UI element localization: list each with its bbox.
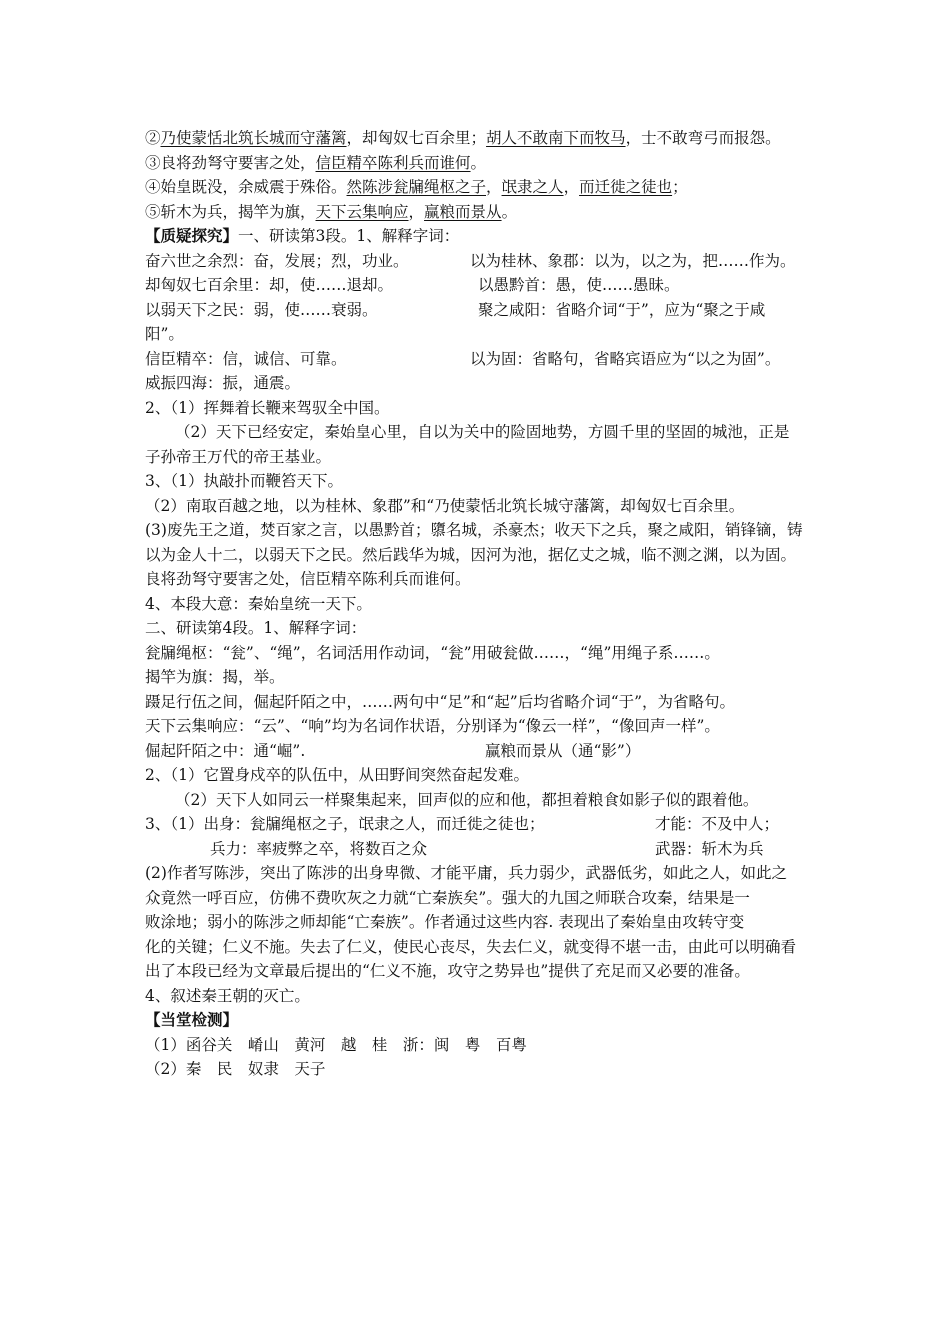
text-span: 2、（1）挥舞着长鞭来驾驭全中国。	[145, 398, 390, 417]
text-line	[145, 592, 820, 617]
text-line	[145, 567, 820, 592]
text-span: （2）南取百越之地，以为桂林、象郡”和“乃使蒙恬北筑长城守藩篱，却匈奴七百余里。	[145, 496, 745, 515]
text-line	[145, 837, 820, 862]
text-span: 4、本段大意：秦始皇统一天下。	[145, 594, 372, 613]
text-line	[145, 249, 820, 274]
underlined-phrase: 天下云集响应	[315, 202, 409, 221]
text-span: 以为金人十二，以弱天下之民。然后践华为城，因河为池，据亿丈之城，临不测之渊，以为固。	[145, 545, 797, 564]
text-line	[145, 959, 820, 984]
underlined-phrase: 然陈涉瓮牖绳枢之子	[346, 178, 487, 196]
text-line	[145, 763, 820, 788]
text-span: 4、叙述秦王朝的灭亡。	[145, 986, 310, 1005]
text-line	[145, 984, 820, 1009]
document-body	[145, 126, 820, 1082]
text-span: 二、研读第4段。1、解释字词：	[145, 619, 367, 637]
text-span: ②	[145, 129, 161, 147]
text-span: ④始皇既没，余威震于殊俗。	[145, 178, 347, 196]
text-span: 聚之咸阳：省略介词“于”，应为“聚之于咸	[478, 300, 766, 319]
section-heading-line	[145, 224, 820, 249]
text-span: （2）天下人如同云一样聚集起来，回声似的应和他，都担着粮食如影子似的跟着他。	[175, 790, 759, 809]
text-span: 奋六世之余烈：奋，发展；烈，功业。	[145, 251, 409, 270]
text-span: 瓮牖绳枢：“瓮”、“绳”，名词活用作动词，“瓮”用破瓮做……，“绳”用绳子系……。	[145, 643, 720, 662]
text-span: ，	[486, 178, 502, 196]
text-line	[145, 469, 820, 494]
text-span: 以弱天下之民：弱，使……衰弱。	[145, 300, 378, 319]
text-span: 天下云集响应：“云”、“响”均为名词作状语，分别译为“像云一样”，“像回声一样”。	[145, 717, 720, 735]
underlined-phrase: 乃使蒙恬北筑长城而守藩篱	[160, 129, 347, 147]
text-span: ③良将劲弩守要害之处，	[145, 153, 316, 172]
text-span: 出了本段已经为文章最后提出的“仁义不施，攻守之势异也”提供了充足而又必要的准备。	[145, 962, 750, 980]
text-span: 2、（1）它置身戍卒的队伍中，从田野间突然奋起发难。	[145, 766, 529, 784]
section-heading-line	[145, 1008, 820, 1033]
text-line	[145, 812, 820, 837]
text-span: ，	[408, 202, 425, 221]
text-span: 以愚黔首：愚，使……愚昧。	[478, 276, 680, 294]
text-span: 败涂地；弱小的陈涉之师却能“亡秦族”。作者通过这些内容. 表现出了秦始皇由攻转守变	[145, 913, 745, 931]
text-span: ，却匈奴七百余里；	[346, 129, 487, 147]
text-line	[145, 788, 820, 813]
text-line	[145, 641, 820, 666]
text-line	[145, 714, 820, 739]
text-span: 却匈奴七百余里：却，使……退却。	[145, 276, 394, 294]
text-span: (2)作者写陈涉，突出了陈涉的出身卑微、才能平庸，兵力弱少，武器低劣，如此之人，如此之	[145, 864, 787, 882]
text-line	[145, 420, 820, 445]
text-span: 揭竿为旗：揭，举。	[145, 668, 285, 686]
text-span: 。	[501, 202, 518, 221]
text-span: 3、（1）出身：瓮牖绳枢之子，氓隶之人，而迁徙之徒也；	[145, 815, 545, 833]
text-span: 兵力：率疲弊之卒，将数百之众	[210, 839, 428, 858]
text-span: （1）函谷关 崤山 黄河 越 桂 浙：闽 粤 百粤	[145, 1035, 527, 1054]
underlined-phrase: 氓隶之人	[501, 178, 564, 196]
text-line	[145, 861, 820, 886]
text-span: 赢粮而景从（通“影”）	[485, 741, 641, 760]
text-line	[145, 1033, 820, 1058]
underlined-phrase: 胡人不敢南下而牧马	[486, 129, 626, 147]
text-span: ⑤斩木为兵，揭竿为旗，	[145, 202, 316, 221]
text-line	[145, 910, 820, 935]
text-line	[145, 371, 820, 396]
text-line	[145, 151, 820, 176]
text-line	[145, 322, 820, 347]
text-line	[145, 175, 820, 200]
text-span: ，	[563, 178, 580, 196]
text-span: 众竟然一呼百应，仿佛不费吹灰之力就“亡秦族矣”。强大的九国之师联合攻秦，结果是一	[145, 888, 750, 907]
text-span: 武器：斩木为兵	[655, 839, 764, 858]
text-line	[145, 200, 820, 225]
text-line	[145, 616, 820, 641]
text-span: 以为固：省略句，省略宾语应为“以之为固”。	[470, 349, 781, 368]
text-span: 3、（1）执敲扑而鞭笞天下。	[145, 472, 343, 490]
text-span: 威振四海：振，通震。	[145, 374, 301, 392]
text-span: ；	[672, 178, 688, 196]
text-span: 蹑足行伍之间，倔起阡陌之中，……两句中“足”和“起”后均省略介词“于”，为省略句。	[145, 692, 736, 711]
underlined-phrase: 信臣精卒陈利兵而谁何	[315, 153, 471, 172]
text-span: （2）天下已经安定，秦始皇心里，自以为关中的险固地势，方圆千里的坚固的城池，正是	[175, 423, 790, 441]
text-span: 化的关键；仁义不施。失去了仁义，使民心丧尽，失去仁义，就变得不堪一击，由此可以明确看	[145, 937, 797, 956]
text-line	[145, 665, 820, 690]
text-span: 。	[470, 153, 487, 172]
text-line	[145, 126, 820, 151]
text-line	[145, 518, 820, 543]
text-span: 才能：不及中人；	[655, 815, 780, 833]
section-heading: 【当堂检测】	[145, 1010, 239, 1029]
text-line	[145, 494, 820, 519]
text-span: 一、研读第3段。1、解释字词：	[238, 227, 460, 245]
text-span: 倔起阡陌之中：通“崛”.	[145, 741, 306, 760]
text-line	[145, 273, 820, 298]
text-line	[145, 690, 820, 715]
text-span: ，士不敢弯弓而报怨。	[625, 129, 781, 147]
section-heading: 【质疑探究】	[145, 226, 239, 245]
text-line	[145, 396, 820, 421]
text-span: 子孙帝王万代的帝王基业。	[145, 447, 332, 466]
text-line	[145, 445, 820, 470]
underlined-phrase: 而迁徙之徒也	[579, 178, 673, 196]
text-line	[145, 935, 820, 960]
text-span: 良将劲弩守要害之处，信臣精卒陈利兵而谁何。	[145, 570, 471, 588]
text-line	[145, 347, 820, 372]
text-span: (3)废先王之道，焚百家之言，以愚黔首；隳名城，杀豪杰；收天下之兵，聚之咸阳，销锋镝，铸	[145, 521, 803, 539]
text-line	[145, 886, 820, 911]
text-span: 信臣精卒：信，诚信、可靠。	[145, 349, 347, 368]
text-span: （2）秦 民 奴隶 天子	[145, 1060, 326, 1078]
text-line	[145, 298, 820, 323]
text-line	[145, 1057, 820, 1082]
underlined-phrase: 赢粮而景从	[424, 202, 502, 221]
text-span: 以为桂林、象郡：以为，以之为，把……作为。	[470, 251, 796, 270]
text-line	[145, 543, 820, 568]
text-line	[145, 739, 820, 764]
text-span: 阳”。	[145, 325, 184, 343]
